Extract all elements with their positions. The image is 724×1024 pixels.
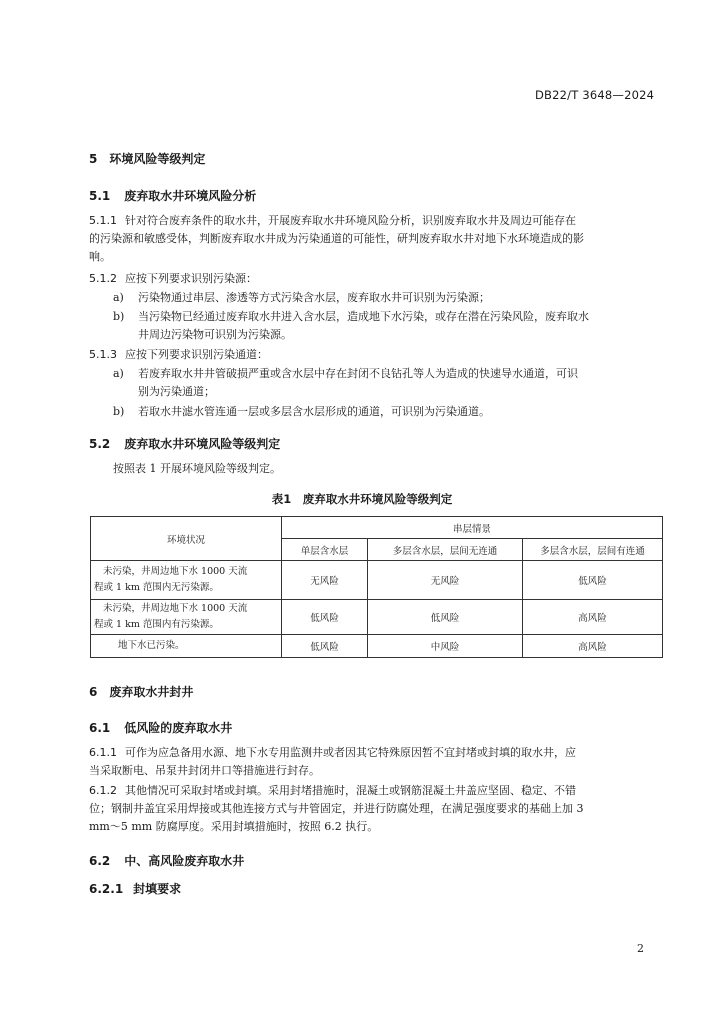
risk-level-table <box>90 516 663 658</box>
env-cell <box>91 600 282 635</box>
env-line: 未污染，井周边地下水 1000 天流 <box>103 566 248 577</box>
section-title: 废弃取水井环境风险等级判定 <box>124 437 281 451</box>
section-title: 废弃取水井封井 <box>109 685 194 699</box>
paragraph-5-1-2 <box>89 270 257 288</box>
section-number: 6.1 <box>89 721 111 735</box>
env-line: 程或 1 km 范围内有污染源。 <box>94 619 219 630</box>
paragraph-line: 应按下列要求识别污染通道： <box>125 348 268 361</box>
list-item <box>113 289 490 307</box>
list-item <box>113 308 589 344</box>
env-line: 程或 1 km 范围内无污染源。 <box>94 582 219 593</box>
section-5-heading <box>89 150 205 167</box>
clause-number: 5.1.3 <box>89 348 117 361</box>
paragraph-line: 响。 <box>89 250 111 263</box>
section-6-1-heading <box>89 719 232 736</box>
paragraph-line: 的污染源和敏感受体，判断废弃取水井成为污染通道的可能性，研判废弃取水井对地下水环境造成的影 <box>89 232 584 245</box>
section-title: 中、高风险废弃取水井 <box>124 854 245 868</box>
risk-cell: 高风险 <box>523 600 663 635</box>
header-single-aquifer: 单层含水层 <box>282 539 368 561</box>
risk-cell: 高风险 <box>523 635 663 658</box>
clause-number: 5.1.1 <box>89 214 117 227</box>
header-environment: 环境状况 <box>91 517 282 561</box>
risk-cell: 中风险 <box>368 635 523 658</box>
list-text: 若废弃取水井井管破损严重或含水层中存在封闭不良钻孔等人为造成的快速导水通道，可识 <box>138 367 578 380</box>
list-text: 若取水井滤水管连通一层或多层含水层形成的通道，可识别为污染通道。 <box>138 405 490 418</box>
paragraph-5-1-1 <box>89 212 584 266</box>
page-number: 2 <box>637 942 644 955</box>
table-header-row <box>91 517 663 539</box>
clause-number: 6.1.2 <box>89 784 117 797</box>
list-marker: b) <box>113 405 125 418</box>
risk-cell: 低风险 <box>368 600 523 635</box>
env-cell <box>91 635 282 658</box>
paragraph-line: 当采取断电、吊泵井封闭井口等措施进行封存。 <box>89 764 320 777</box>
paragraph-line: 可作为应急备用水源、地下水专用监测井或者因其它特殊原因暂不宜封堵或封填的取水井，应 <box>125 746 576 759</box>
list-text: 井周边污染物可识别为污染源。 <box>138 328 292 341</box>
paragraph-5-2: 按照表 1 开展环境风险等级判定。 <box>113 462 281 475</box>
env-line: 未污染，井周边地下水 1000 天流 <box>103 603 248 614</box>
list-text: 当污染物已经通过废弃取水井进入含水层，造成地下水污染，或存在潜在污染风险，废弃取水 <box>138 310 589 323</box>
section-5-1-heading <box>89 187 256 204</box>
section-title: 废弃取水井环境风险分析 <box>124 189 257 203</box>
paragraph-line: 针对符合废弃条件的取水井，开展废弃取水井环境风险分析，识别废弃取水井及周边可能存在 <box>125 214 576 227</box>
list-marker: b) <box>113 310 125 323</box>
section-5-2-heading <box>89 435 280 452</box>
env-cell <box>91 561 282 600</box>
risk-cell: 无风险 <box>368 561 523 600</box>
paragraph-6-1-1 <box>89 744 576 780</box>
paragraph-5-1-3 <box>89 346 268 364</box>
paragraph-line: mm～5 mm 防腐厚度。采用封填措施时，按照 6.2 执行。 <box>89 820 379 833</box>
paragraph-6-1-2 <box>89 782 584 836</box>
header-multi-connected: 多层含水层，层间有连通 <box>523 539 663 561</box>
paragraph-line: 应按下列要求识别污染源： <box>125 272 257 285</box>
section-6-2-1-heading <box>89 880 181 897</box>
list-marker: a) <box>113 367 124 380</box>
table-caption: 表1 废弃取水井环境风险等级判定 <box>271 492 453 506</box>
clause-number: 5.1.2 <box>89 272 117 285</box>
risk-cell: 无风险 <box>282 561 368 600</box>
section-number: 6 <box>89 685 98 699</box>
risk-cell: 低风险 <box>282 600 368 635</box>
table-row <box>91 600 663 635</box>
section-title: 低风险的废弃取水井 <box>124 721 233 735</box>
env-line: 地下水已污染。 <box>118 640 185 651</box>
list-item <box>113 403 490 421</box>
paragraph-line: 位；钢制井盖宜采用焊接或其他连接方式与井管固定，并进行防腐处理，在满足强度要求的基础上加 3 <box>89 802 584 815</box>
table-row <box>91 635 663 658</box>
section-title: 封填要求 <box>133 882 182 896</box>
section-number: 6.2 <box>89 854 111 868</box>
risk-cell: 低风险 <box>523 561 663 600</box>
clause-number: 6.1.1 <box>89 746 117 759</box>
risk-cell: 低风险 <box>282 635 368 658</box>
list-marker: a) <box>113 291 124 304</box>
list-item <box>113 365 578 401</box>
section-number: 6.2.1 <box>89 882 124 896</box>
paragraph-line: 其他情况可采取封堵或封填。采用封堵措施时，混凝土或钢筋混凝土井盖应坚固、稳定、不错 <box>125 784 576 797</box>
header-scenario-group: 串层情景 <box>282 517 663 539</box>
section-title: 环境风险等级判定 <box>109 152 206 166</box>
list-text: 别为污染通道； <box>138 385 215 398</box>
list-text: 污染物通过串层、渗透等方式污染含水层，废弃取水井可识别为污染源； <box>138 291 490 304</box>
table-row <box>91 561 663 600</box>
section-number: 5 <box>89 152 98 166</box>
section-6-2-heading <box>89 852 244 869</box>
standard-number: DB22/T 3648—2024 <box>535 88 655 102</box>
section-number: 5.2 <box>89 437 111 451</box>
section-number: 5.1 <box>89 189 111 203</box>
section-6-heading <box>89 683 193 700</box>
header-multi-no-connection: 多层含水层，层间无连通 <box>368 539 523 561</box>
